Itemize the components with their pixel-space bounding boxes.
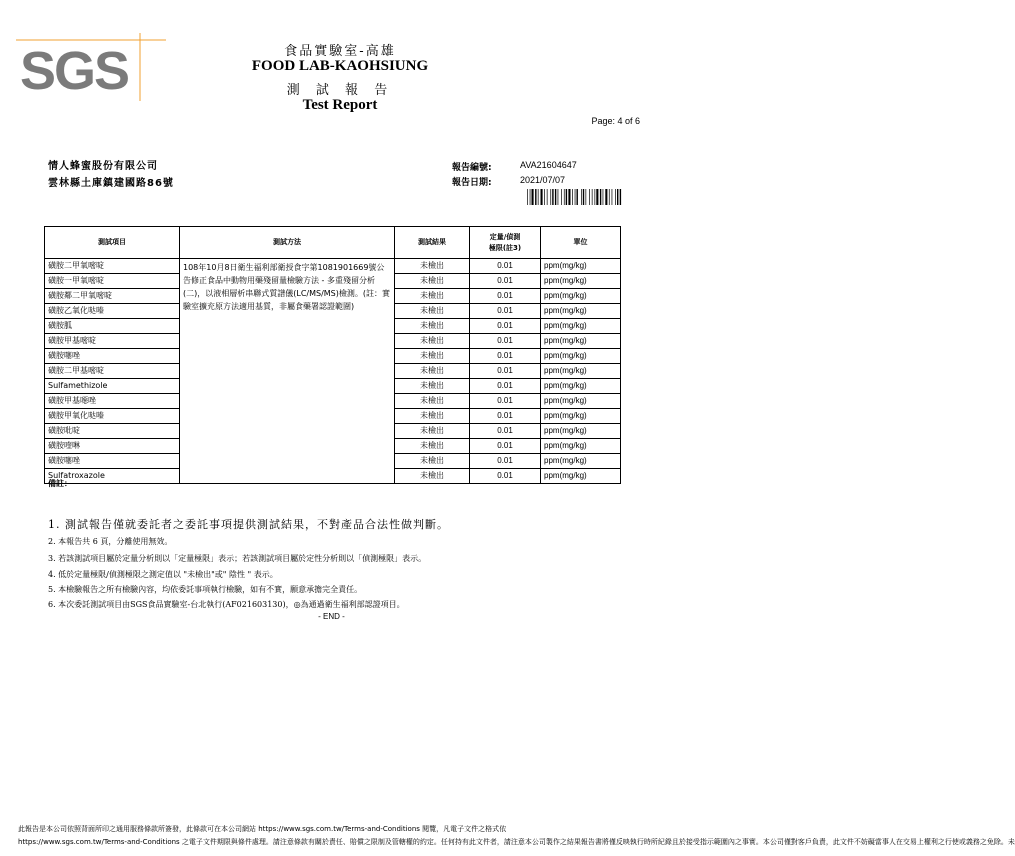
cell-loq: 0.01 (470, 274, 541, 289)
table-header-row (45, 227, 621, 259)
note-3: 3. 若該測試項目屬於定量分析則以「定量極限」表示；若該測試項目屬於定性分析則以「偵測極限」表示。 (48, 554, 427, 563)
cell-loq: 0.01 (470, 379, 541, 394)
report-no-value: AVA21604647 (520, 160, 577, 170)
footer-line-2: https://www.sgs.com.tw/Terms-and-Conditions 之電子文件期限與條件處理。請注意條款有關於責任、賠償之限制及管轄權的約定。任何持有此文件者，請注意本公司製作之結果報告書將僅反映執行時所紀錄且於接受指示範圍內之事實。本公司僅對客戶負責，此文件不妨礙當事人在交易上權利之行使或義務之免除。未 (18, 838, 1015, 846)
table-row (45, 259, 621, 274)
cell-item: 磺胺甲氧化哒嗪 (45, 409, 180, 424)
report-no-label: 報告編號: (452, 163, 492, 173)
logo-text: SGS (20, 41, 129, 101)
cell-loq: 0.01 (470, 304, 541, 319)
cell-unit: ppm(mg/kg) (541, 349, 621, 364)
cell-loq: 0.01 (470, 349, 541, 364)
cell-result: 未檢出 (395, 394, 470, 409)
cell-result: 未檢出 (395, 364, 470, 379)
cell-loq: 0.01 (470, 439, 541, 454)
cell-unit: ppm(mg/kg) (541, 304, 621, 319)
cell-loq: 0.01 (470, 454, 541, 469)
cell-unit: ppm(mg/kg) (541, 394, 621, 409)
note-1: 1. 測試報告僅就委託者之委託事項提供測試結果，不對產品合法性做判斷。 (48, 518, 449, 531)
cell-result: 未檢出 (395, 409, 470, 424)
report-title-cn: 測 試 報 告 (286, 83, 394, 98)
cell-item: 磺胺二甲基嘧啶 (45, 364, 180, 379)
cell-unit: ppm(mg/kg) (541, 274, 621, 289)
cell-result: 未檢出 (395, 274, 470, 289)
cell-item: 磺胺噻唑 (45, 349, 180, 364)
cell-result: 未檢出 (395, 379, 470, 394)
lab-title-en: FOOD LAB-KAOHSIUNG (251, 58, 429, 74)
report-date-value: 2021/07/07 (520, 175, 566, 185)
cell-item: 磺胺一甲氧嘧啶 (45, 274, 180, 289)
cell-result: 未檢出 (395, 349, 470, 364)
cell-item: Sulfatroxazole (45, 469, 180, 484)
cell-item: 磺胺乙氧化哒嗪 (45, 304, 180, 319)
cell-item: 磺胺噻唑 (45, 454, 180, 469)
cell-result: 未檢出 (395, 259, 470, 274)
cell-unit: ppm(mg/kg) (541, 319, 621, 334)
note-4: 4. 低於定量極限/偵測極限之測定值以 "未檢出"或" 陰性 " 表示。 (48, 570, 278, 579)
cell-item: 磺胺二甲氧嘧啶 (45, 259, 180, 274)
result-table (44, 226, 621, 484)
cell-loq: 0.01 (470, 424, 541, 439)
end-mark: - END - (318, 612, 345, 621)
client-name: 情人蜂蜜股份有限公司 (48, 161, 158, 172)
cell-unit: ppm(mg/kg) (541, 469, 621, 484)
report-date-label: 報告日期: (452, 178, 492, 188)
cell-item: 磺胺胍 (45, 319, 180, 334)
note-5: 5. 本檢驗報告之所有檢驗內容，均依委託事項執行檢驗，如有不實，願意承擔完全責任。 (48, 585, 363, 594)
header-method: 測試方法 (180, 227, 395, 259)
cell-loq: 0.01 (470, 334, 541, 349)
cell-unit: ppm(mg/kg) (541, 289, 621, 304)
client-address: 雲林縣土庫鎮建國路86號 (48, 178, 174, 189)
barcode (527, 189, 622, 205)
cell-loq: 0.01 (470, 259, 541, 274)
sgs-logo (16, 33, 166, 101)
notes-title: 備註： (48, 479, 72, 488)
cell-loq: 0.01 (470, 394, 541, 409)
lab-title-cn: 食品實驗室-高雄 (284, 44, 396, 59)
note-2: 2. 本報告共 6 頁，分離使用無效。 (48, 537, 173, 546)
cell-result: 未檢出 (395, 439, 470, 454)
cell-result: 未檢出 (395, 469, 470, 484)
cell-result: 未檢出 (395, 334, 470, 349)
cell-method: 108年10月8日衛生福利部衛授食字第1081901669號公告修正食品中動物用藥殘留量檢驗方法 - 多重殘留分析(二)，以液相層析串聯式質譜儀(LC/MS/MS)檢測。(註：實驗室擴充原方法適用基質，非屬食藥署認證範圍) (180, 259, 395, 484)
cell-result: 未檢出 (395, 454, 470, 469)
header-loq: 定量/偵測 極限(註3) (470, 227, 541, 259)
cell-item: 磺胺吡啶 (45, 424, 180, 439)
report-title-en: Test Report (302, 97, 378, 113)
cell-loq: 0.01 (470, 364, 541, 379)
cell-loq: 0.01 (470, 289, 541, 304)
header-item: 測試項目 (45, 227, 180, 259)
cell-loq: 0.01 (470, 319, 541, 334)
header-unit: 單位 (541, 227, 621, 259)
cell-item: 磺胺甲基嘧啶 (45, 334, 180, 349)
cell-item: 磺胺鄰二甲氧嘧啶 (45, 289, 180, 304)
cell-unit: ppm(mg/kg) (541, 334, 621, 349)
page-number: Page: 4 of 6 (591, 116, 640, 126)
table-body (45, 259, 621, 484)
cell-unit: ppm(mg/kg) (541, 379, 621, 394)
cell-loq: 0.01 (470, 409, 541, 424)
cell-unit: ppm(mg/kg) (541, 454, 621, 469)
cell-unit: ppm(mg/kg) (541, 439, 621, 454)
cell-result: 未檢出 (395, 424, 470, 439)
cell-unit: ppm(mg/kg) (541, 364, 621, 379)
cell-item: 磺胺甲基噁唑 (45, 394, 180, 409)
cell-loq: 0.01 (470, 469, 541, 484)
note-6: 6. 本次委託測試項目由SGS食品實驗室-台北執行(AF021603130)，◎為通過衛生福利部認證項目。 (48, 600, 405, 609)
cell-result: 未檢出 (395, 304, 470, 319)
cell-unit: ppm(mg/kg) (541, 409, 621, 424)
cell-result: 未檢出 (395, 319, 470, 334)
cell-result: 未檢出 (395, 289, 470, 304)
footer-line-1: 此報告是本公司依照背面所印之通用服務條款所簽發，此條款可在本公司網站 https://www.sgs.com.tw/Terms-and-Conditions 閱覽，凡電子文件之格式依 (18, 825, 507, 833)
cell-unit: ppm(mg/kg) (541, 424, 621, 439)
cell-item: 磺胺喹啉 (45, 439, 180, 454)
header-result: 測試結果 (395, 227, 470, 259)
cell-item: Sulfamethizole (45, 379, 180, 394)
cell-unit: ppm(mg/kg) (541, 259, 621, 274)
